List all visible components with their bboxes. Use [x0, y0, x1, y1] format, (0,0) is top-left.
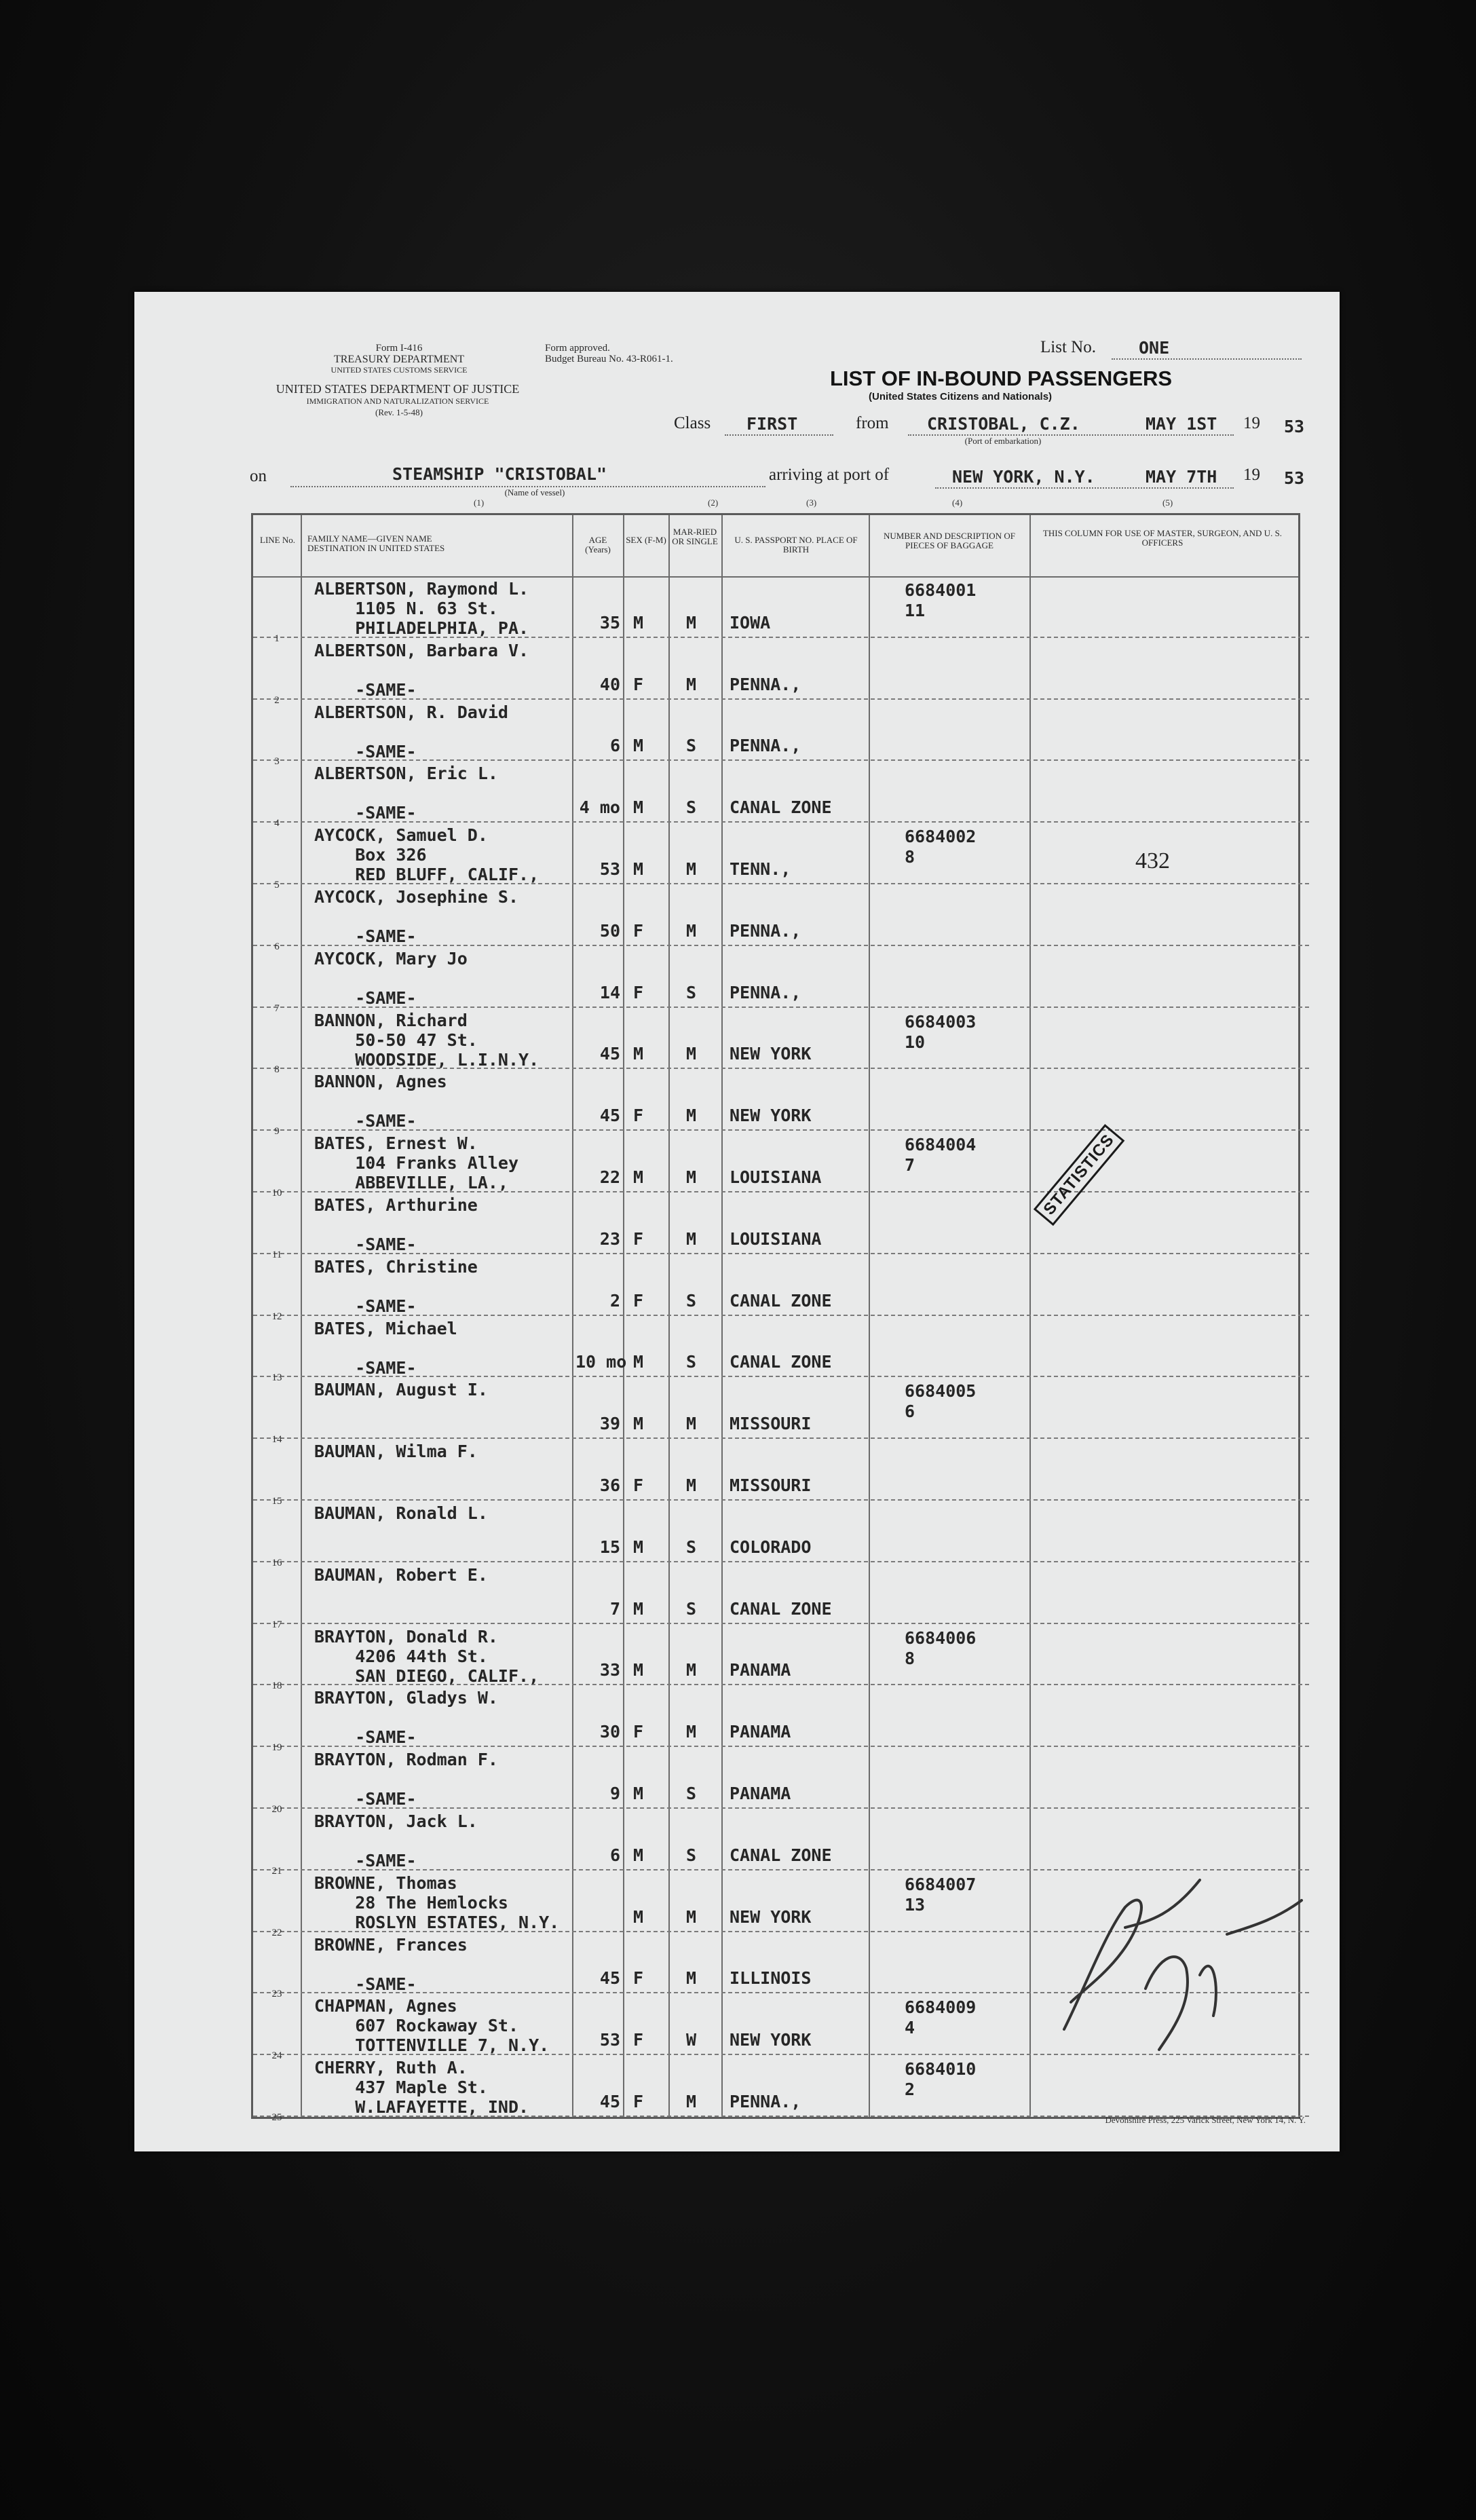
marital-status: M [686, 1722, 697, 1742]
arrival-year-prefix: 19 [1243, 466, 1260, 484]
marital-status: M [686, 1044, 697, 1064]
passenger-age: 35 [599, 612, 620, 633]
baggage-entry: 6684004 7 [905, 1135, 977, 1176]
list-no-value: ONE [1139, 338, 1170, 358]
vessel-note: (Name of vessel) [504, 487, 565, 497]
table-row [253, 1747, 1309, 1815]
place-of-birth: LOUISIANA [730, 1167, 822, 1187]
row-line-number: 6 [274, 941, 280, 952]
passenger-sex: M [633, 1660, 644, 1680]
passenger-name: BANNON, Richard 50-50 47 St. WOODSIDE, L.I.N.Y. [314, 1010, 540, 1070]
table-row [253, 1624, 1309, 1692]
col-number-4: (4) [952, 497, 963, 508]
table-row [253, 1254, 1309, 1322]
marital-status: M [686, 920, 697, 941]
customs-label: UNITED STATES CUSTOMS SERVICE [330, 365, 468, 375]
col-header-baggage: NUMBER AND DESCRIPTION OF PIECES OF BAGGAGE [884, 531, 1015, 550]
col-header-passport: U. S. PASSPORT NO. PLACE OF BIRTH [734, 535, 858, 554]
place-of-birth: CANAL ZONE [730, 1352, 832, 1372]
baggage-entry: 6684009 4 [905, 1997, 977, 2038]
passenger-name: BRAYTON, Rodman F. -SAME- [314, 1750, 498, 1809]
row-line-number: 16 [271, 1557, 282, 1568]
passenger-age: 45 [599, 2091, 620, 2111]
place-of-birth: LOUISIANA [730, 1228, 822, 1249]
arrival-port: NEW YORK, N.Y. [952, 467, 1095, 487]
place-of-birth: NEW YORK [730, 2030, 812, 2050]
place-of-birth: CANAL ZONE [730, 1598, 832, 1619]
col-number-3: (3) [806, 497, 817, 508]
passenger-name: CHERRY, Ruth A. 437 Maple St. W.LAFAYETTE, IND. [314, 2058, 529, 2118]
passenger-sex: M [633, 1044, 644, 1064]
passenger-age: 15 [599, 1537, 620, 1557]
list-no-line [1112, 358, 1302, 360]
passenger-sex: F [633, 2030, 644, 2050]
marital-status: S [686, 1598, 697, 1619]
list-no-label: List No. [1040, 338, 1096, 356]
table-row [253, 1377, 1309, 1446]
passenger-name: BRAYTON, Gladys W. -SAME- [314, 1688, 498, 1748]
passenger-age: 6 [609, 736, 620, 756]
place-of-birth: PENNA., [730, 982, 801, 1002]
marital-status: M [686, 1660, 697, 1680]
place-of-birth: COLORADO [730, 1537, 812, 1557]
form-approved: Form approved. [545, 343, 610, 354]
form-number: Form I-416 [375, 343, 423, 354]
departure-year: 53 [1284, 417, 1305, 436]
passenger-age: 6 [609, 1845, 620, 1865]
table-row [253, 638, 1309, 706]
officer-note-number: 432 [1135, 848, 1170, 873]
place-of-birth: IOWA [730, 612, 771, 633]
table-row [253, 1069, 1309, 1137]
passenger-sex: M [633, 797, 644, 818]
passenger-sex: M [633, 1414, 644, 1434]
passenger-name: BATES, Christine -SAME- [314, 1256, 478, 1316]
passenger-sex: F [633, 674, 644, 694]
passenger-age: 36 [599, 1475, 620, 1495]
marital-status: M [686, 859, 697, 879]
marital-status: M [686, 1968, 697, 1989]
passenger-name: AYCOCK, Samuel D. Box 326 RED BLUFF, CALIF., [314, 825, 540, 885]
place-of-birth: CANAL ZONE [730, 797, 832, 818]
rev-label: (Rev. 1-5-48) [375, 407, 423, 417]
place-of-birth: MISSOURI [730, 1414, 812, 1434]
marital-status: M [686, 1106, 697, 1126]
place-of-birth: NEW YORK [730, 1106, 812, 1126]
col-header-name: FAMILY NAME—GIVEN NAME DESTINATION IN UNITED STATES [307, 533, 445, 553]
table-row [253, 884, 1309, 952]
table-row [253, 1316, 1309, 1384]
marital-status: M [686, 674, 697, 694]
marital-status: M [686, 2091, 697, 2111]
table-row [253, 1685, 1309, 1754]
arrival-line [935, 487, 1234, 489]
passenger-name: BRAYTON, Jack L. -SAME- [314, 1811, 478, 1870]
passenger-name: AYCOCK, Mary Jo -SAME- [314, 948, 468, 1008]
passenger-name: ALBERTSON, Barbara V. -SAME- [314, 640, 529, 700]
row-line-number: 1 [274, 633, 280, 644]
passenger-sex: M [633, 612, 644, 633]
departure-year-prefix: 19 [1243, 414, 1260, 432]
passenger-name: BAUMAN, Robert E. [314, 1564, 488, 1585]
baggage-entry: 6684007 13 [905, 1874, 977, 1915]
marital-status: S [686, 1352, 697, 1372]
passenger-sex: M [633, 1783, 644, 1803]
passenger-name: BANNON, Agnes -SAME- [314, 1072, 447, 1131]
row-line-number: 22 [271, 1927, 282, 1938]
passenger-age: 4 mo [579, 797, 620, 818]
passenger-name: BAUMAN, Wilma F. [314, 1442, 478, 1462]
passenger-sex: F [633, 2091, 644, 2111]
marital-status: M [686, 1167, 697, 1187]
marital-status: M [686, 612, 697, 633]
passenger-age: 53 [599, 2030, 620, 2050]
passenger-sex: F [633, 1106, 644, 1126]
manifest-page [134, 292, 1340, 2151]
row-line-number: 17 [271, 1619, 282, 1630]
passenger-name: ALBERTSON, Eric L. -SAME- [314, 764, 498, 823]
passenger-name: ALBERTSON, R. David -SAME- [314, 702, 508, 761]
col-number-1: (1) [474, 497, 485, 508]
passenger-age: 2 [609, 1290, 620, 1311]
passenger-name: BATES, Ernest W. 104 Franks Alley ABBEVILLE, LA., [314, 1133, 519, 1193]
justice-label: UNITED STATES DEPARTMENT OF JUSTICE [276, 382, 520, 396]
class-value: FIRST [746, 414, 798, 434]
treasury-label: TREASURY DEPARTMENT [333, 354, 465, 365]
row-line-number: 7 [274, 1002, 280, 1014]
table-row [253, 1562, 1309, 1630]
passenger-age: 7 [609, 1598, 620, 1619]
place-of-birth: TENN., [730, 859, 791, 879]
baggage-entry: 6684003 10 [905, 1011, 977, 1052]
passenger-sex: F [633, 1968, 644, 1989]
manifest-subtitle: (United States Citizens and Nationals) [869, 391, 1053, 402]
row-line-number: 15 [271, 1495, 282, 1507]
row-line-number: 2 [274, 694, 280, 706]
from-value: CRISTOBAL, C.Z. [927, 414, 1080, 434]
table-row [253, 1192, 1309, 1260]
col-number-5: (5) [1162, 497, 1173, 508]
arrival-date: MAY 7TH [1146, 467, 1217, 487]
passenger-age: 22 [599, 1167, 620, 1187]
col-number-2: (2) [708, 497, 719, 508]
marital-status: M [686, 1906, 697, 1927]
row-line-number: 24 [271, 2050, 282, 2062]
passenger-sex: M [633, 736, 644, 756]
vessel-name: STEAMSHIP "CRISTOBAL" [392, 464, 607, 484]
passenger-sex: F [633, 982, 644, 1002]
passenger-sex: M [633, 1537, 644, 1557]
col-header-officers: THIS COLUMN FOR USE OF MASTER, SURGEON, AND U. S. OFFICERS [1042, 528, 1283, 548]
place-of-birth: PENNA., [730, 736, 801, 756]
passenger-age: 30 [599, 1722, 620, 1742]
table-row [253, 576, 1309, 644]
row-line-number: 3 [274, 756, 280, 768]
arriving-label: arriving at port of [769, 466, 890, 484]
passenger-sex: F [633, 1722, 644, 1742]
col-header-line: LINE No. [260, 535, 295, 545]
place-of-birth: NEW YORK [730, 1044, 812, 1064]
row-line-number: 21 [271, 1865, 282, 1877]
place-of-birth: NEW YORK [730, 1906, 812, 1927]
place-of-birth: PENNA., [730, 2091, 801, 2111]
class-label: Class [674, 414, 711, 432]
marital-status: S [686, 1290, 697, 1311]
passenger-age: 9 [609, 1783, 620, 1803]
table-row [253, 700, 1309, 768]
passenger-name: BATES, Arthurine -SAME- [314, 1195, 478, 1254]
printer-imprint: Devonshire Press, 225 Varick Street, New York 14, N. Y. [1105, 2115, 1306, 2125]
passenger-sex: M [633, 1352, 644, 1372]
passenger-sex: F [633, 920, 644, 941]
table-row [253, 1008, 1309, 1076]
place-of-birth: PANAMA [730, 1722, 791, 1742]
table-row [253, 761, 1309, 829]
officer-signature [1044, 1853, 1329, 2077]
manifest-title: LIST OF IN-BOUND PASSENGERS [830, 366, 1173, 390]
row-line-number: 14 [271, 1434, 282, 1446]
marital-status: W [686, 2030, 697, 2050]
arrival-year: 53 [1284, 468, 1305, 488]
class-line [725, 434, 833, 436]
passenger-sex: M [633, 859, 644, 879]
from-label: from [856, 414, 889, 432]
col-header-married: MAR-RIED OR SINGLE [672, 527, 718, 546]
table-row [253, 1131, 1309, 1199]
passenger-name: AYCOCK, Josephine S. -SAME- [314, 887, 519, 946]
passenger-sex: M [633, 1167, 644, 1187]
passenger-age: 45 [599, 1968, 620, 1989]
row-line-number: 4 [274, 818, 280, 829]
row-line-number: 23 [271, 1989, 282, 2000]
place-of-birth: PANAMA [730, 1660, 791, 1680]
budget-number: Budget Bureau No. 43-R061-1. [545, 354, 673, 364]
marital-status: S [686, 1537, 697, 1557]
baggage-entry: 6684005 6 [905, 1381, 977, 1422]
row-line-number: 11 [271, 1249, 282, 1260]
row-line-number: 10 [271, 1187, 282, 1199]
marital-status: M [686, 1414, 697, 1434]
passenger-name: BROWNE, Frances -SAME- [314, 1934, 468, 1994]
place-of-birth: MISSOURI [730, 1475, 812, 1495]
passenger-age: 33 [599, 1660, 620, 1680]
passenger-age: 10 mo [575, 1352, 627, 1372]
passenger-name: BROWNE, Thomas 28 The Hemlocks ROSLYN ESTATES, N.Y. [314, 1873, 560, 1932]
row-line-number: 13 [271, 1372, 282, 1384]
baggage-entry: 6684006 8 [905, 1628, 977, 1668]
baggage-entry: 6684002 8 [905, 827, 977, 867]
passenger-age: 53 [599, 859, 620, 879]
place-of-birth: ILLINOIS [730, 1968, 812, 1989]
passenger-name: BAUMAN, August I. [314, 1380, 488, 1400]
row-line-number: 5 [274, 879, 280, 890]
place-of-birth: CANAL ZONE [730, 1845, 832, 1865]
passenger-sex: M [633, 1598, 644, 1619]
passenger-name: BATES, Michael -SAME- [314, 1318, 457, 1378]
marital-status: M [686, 1228, 697, 1249]
passenger-name: ALBERTSON, Raymond L. 1105 N. 63 St. PHILADELPHIA, PA. [314, 579, 529, 638]
place-of-birth: PENNA., [730, 674, 801, 694]
passenger-sex: M [633, 1845, 644, 1865]
passenger-age: 45 [599, 1044, 620, 1064]
passenger-sex: F [633, 1290, 644, 1311]
col-header-age: AGE (Years) [585, 535, 611, 554]
table-row [253, 1439, 1309, 1507]
row-line-number: 20 [271, 1803, 282, 1815]
passenger-age: 40 [599, 674, 620, 694]
passenger-age: 39 [599, 1414, 620, 1434]
departure-date: MAY 1ST [1146, 414, 1217, 434]
marital-status: M [686, 1475, 697, 1495]
passenger-name: BRAYTON, Donald R. 4206 44th St. SAN DIEGO, CALIF., [314, 1626, 540, 1686]
row-line-number: 9 [274, 1126, 280, 1137]
marital-status: S [686, 1783, 697, 1803]
table-row [253, 946, 1309, 1014]
passenger-sex: F [633, 1228, 644, 1249]
marital-status: S [686, 736, 697, 756]
baggage-entry: 6684001 11 [905, 580, 977, 620]
row-line-number: 12 [271, 1311, 282, 1322]
passenger-name: CHAPMAN, Agnes 607 Rockaway St. TOTTENVILLE 7, N.Y. [314, 1996, 550, 2056]
row-line-number: 19 [271, 1742, 282, 1754]
passenger-age: 50 [599, 920, 620, 941]
port-note: (Port of embarkation) [964, 436, 1042, 446]
ins-label: IMMIGRATION AND NATURALIZATION SERVICE [306, 396, 489, 406]
passenger-age: 14 [599, 982, 620, 1002]
place-of-birth: CANAL ZONE [730, 1290, 832, 1311]
passenger-sex: M [633, 1906, 644, 1927]
passenger-age: 45 [599, 1106, 620, 1126]
col-header-sex: SEX (F-M) [626, 535, 666, 545]
table-row [253, 1501, 1309, 1568]
place-of-birth: PENNA., [730, 920, 801, 941]
marital-status: S [686, 797, 697, 818]
passenger-sex: F [633, 1475, 644, 1495]
passenger-name: BAUMAN, Ronald L. [314, 1503, 488, 1523]
passenger-age: 23 [599, 1228, 620, 1249]
row-line-number: 8 [274, 1064, 280, 1076]
marital-status: S [686, 982, 697, 1002]
row-line-number: 25 [271, 2111, 282, 2123]
place-of-birth: PANAMA [730, 1783, 791, 1803]
marital-status: S [686, 1845, 697, 1865]
row-line-number: 18 [271, 1680, 282, 1692]
on-label: on [250, 467, 267, 485]
baggage-entry: 6684010 2 [905, 2059, 977, 2100]
statistics-stamp: STATISTICS [1034, 1124, 1125, 1226]
